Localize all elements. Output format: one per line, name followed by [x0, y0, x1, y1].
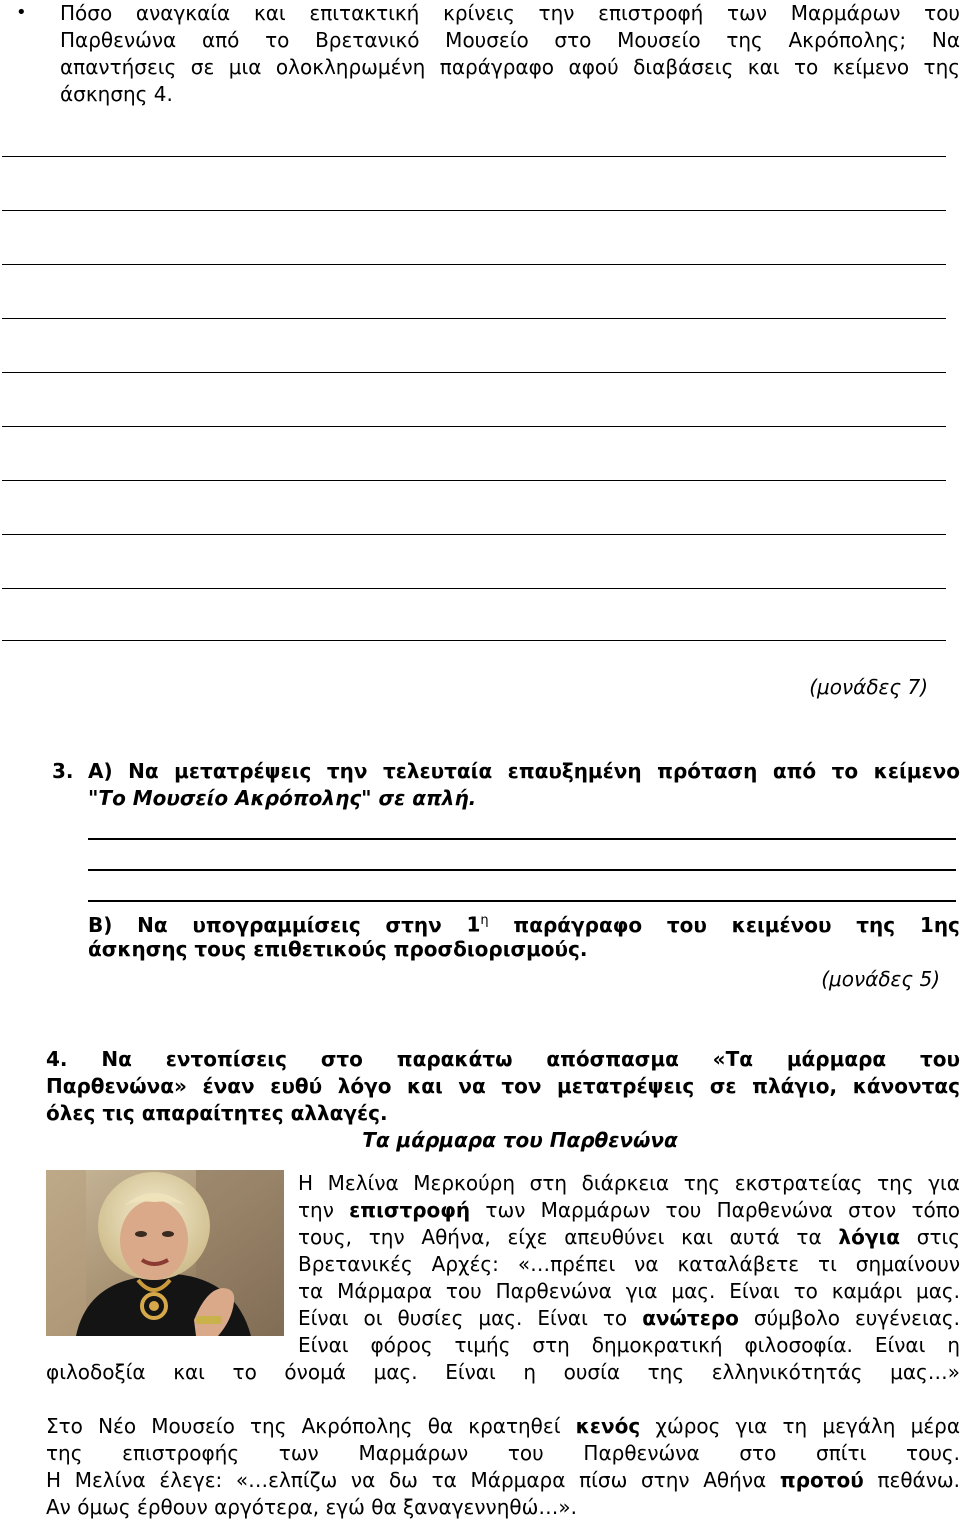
answer-line[interactable]: [2, 156, 946, 157]
q3b-word: του: [666, 912, 707, 937]
p2-line-3: Η Μελίνα έλεγε: «…ελπίζω να δω τα Μάρμαρα πίσω στην Αθήνα προτού πεθάνω.: [46, 1468, 960, 1492]
bold-word-words: λόγια: [838, 1225, 900, 1249]
p1-line-7: Είναι φόρος τιμής στη δημοκρατική φιλοσοφία. Είναι η: [298, 1333, 960, 1357]
q3-part-b-line-2: άσκησης τους επιθετικούς προσδιορισμούς.: [88, 937, 588, 961]
answer-line[interactable]: [2, 480, 946, 481]
bold-word-before: προτού: [779, 1468, 864, 1492]
q3-part-b-line-1: [88, 907, 960, 939]
answer-line[interactable]: [2, 426, 946, 427]
excerpt-title: Τα μάρμαρα του Παρθενώνα: [362, 1128, 678, 1152]
q3b-word: παράγραφο: [513, 912, 643, 937]
photo-of-woman-icon: [46, 1170, 284, 1336]
p1-line-2: την επιστροφή των Μαρμάρων του Παρθενώνα στον τόπο: [298, 1198, 960, 1222]
p2-line-4: Αν όμως έρθουν αργότερα, εγώ θα ξαναγεννηθώ…».: [46, 1495, 577, 1519]
answer-line[interactable]: [2, 318, 946, 319]
answer-line[interactable]: [2, 534, 946, 535]
p1-line-8: φιλοδοξία και το όνομά μας. Είναι η ουσία της ελληνικότητάς μας…»: [46, 1360, 960, 1384]
q3b-ordinal: $1^\eta$: [466, 912, 489, 937]
q2-line-2: Παρθενώνα από το Βρετανικό Μουσείο στο Μουσείο της Ακρόπολης; Να: [60, 28, 960, 52]
bold-word-higher: ανώτερο: [642, 1306, 739, 1330]
q4-line-2: Παρθενώνα» έναν ευθύ λόγο και να τον μετατρέψεις σε πλάγιο, κάνοντας: [46, 1074, 960, 1098]
q2-points: (μονάδες 7): [809, 675, 928, 699]
p1-line-3: τους, την Αθήνα, είχε απευθύνει και αυτά τα λόγια στις: [298, 1225, 960, 1249]
q3b-word: Να: [137, 912, 168, 937]
answer-line[interactable]: [2, 210, 946, 211]
q3b-word: υπογραμμίσεις: [192, 912, 361, 937]
p2-line-1: Στο Νέο Μουσείο της Ακρόπολης θα κρατηθεί κενός χώρος για τη μεγάλη μέρα: [46, 1414, 960, 1438]
q3b-word: 1ης: [919, 912, 960, 937]
answer-line[interactable]: [88, 838, 956, 840]
answer-line[interactable]: [2, 372, 946, 373]
q2-line-4: άσκησης 4.: [60, 82, 173, 106]
p2-line-2: της επιστροφής των Μαρμάρων του Παρθενώνα στο σπίτι τους.: [46, 1441, 960, 1465]
q2-line-1: Πόσο αναγκαία και επιτακτική κρίνεις την επιστροφή των Μαρμάρων του: [60, 1, 960, 25]
p1-line-6: Είναι οι θυσίες μας. Είναι το ανώτερο σύμβολο ευγένειας.: [298, 1306, 960, 1330]
q3b-word: στην: [385, 912, 442, 937]
answer-line[interactable]: [88, 869, 956, 871]
p1-line-4: Βρετανικές Αρχές: «…πρέπει να καταλάβετε τι σημαίνουν: [298, 1252, 960, 1276]
q4-line-3: όλες τις απαραίτητες αλλαγές.: [46, 1101, 388, 1125]
q3b-word: Β): [88, 912, 113, 937]
q3-number: 3.: [52, 759, 74, 783]
answer-line[interactable]: [88, 900, 956, 902]
bold-word-empty: κενός: [575, 1414, 641, 1438]
bold-word-return: επιστροφή: [349, 1198, 471, 1222]
bullet-icon: •: [16, 2, 27, 23]
q3-part-a-line-2: "Το Μουσείο Ακρόπολης" σε απλή.: [88, 786, 477, 810]
q3-part-a-line-1: Α) Να μετατρέψεις την τελευταία επαυξημένη πρόταση από το κείμενο: [88, 759, 960, 783]
melina-photo: [46, 1170, 284, 1336]
q3b-word: κειμένου: [731, 912, 832, 937]
p1-line-5: τα Μάρμαρα του Παρθενώνα για μας. Είναι το καμάρι μας.: [298, 1279, 960, 1303]
p1-line-1: Η Μελίνα Μερκούρη στη διάρκεια της εκστρατείας της για: [298, 1171, 960, 1195]
q2-line-3: απαντήσεις σε μια ολοκληρωμένη παράγραφο αφού διαβάσεις και το κείμενο της: [60, 55, 960, 79]
q3-points: (μονάδες 5): [821, 967, 940, 991]
answer-line[interactable]: [2, 264, 946, 265]
q3b-word: της: [856, 912, 896, 937]
q4-line-1: 4. Να εντοπίσεις στο παρακάτω απόσπασμα «Τα μάρμαρα του: [46, 1047, 960, 1071]
answer-line[interactable]: [2, 588, 946, 589]
answer-line[interactable]: [2, 640, 946, 641]
